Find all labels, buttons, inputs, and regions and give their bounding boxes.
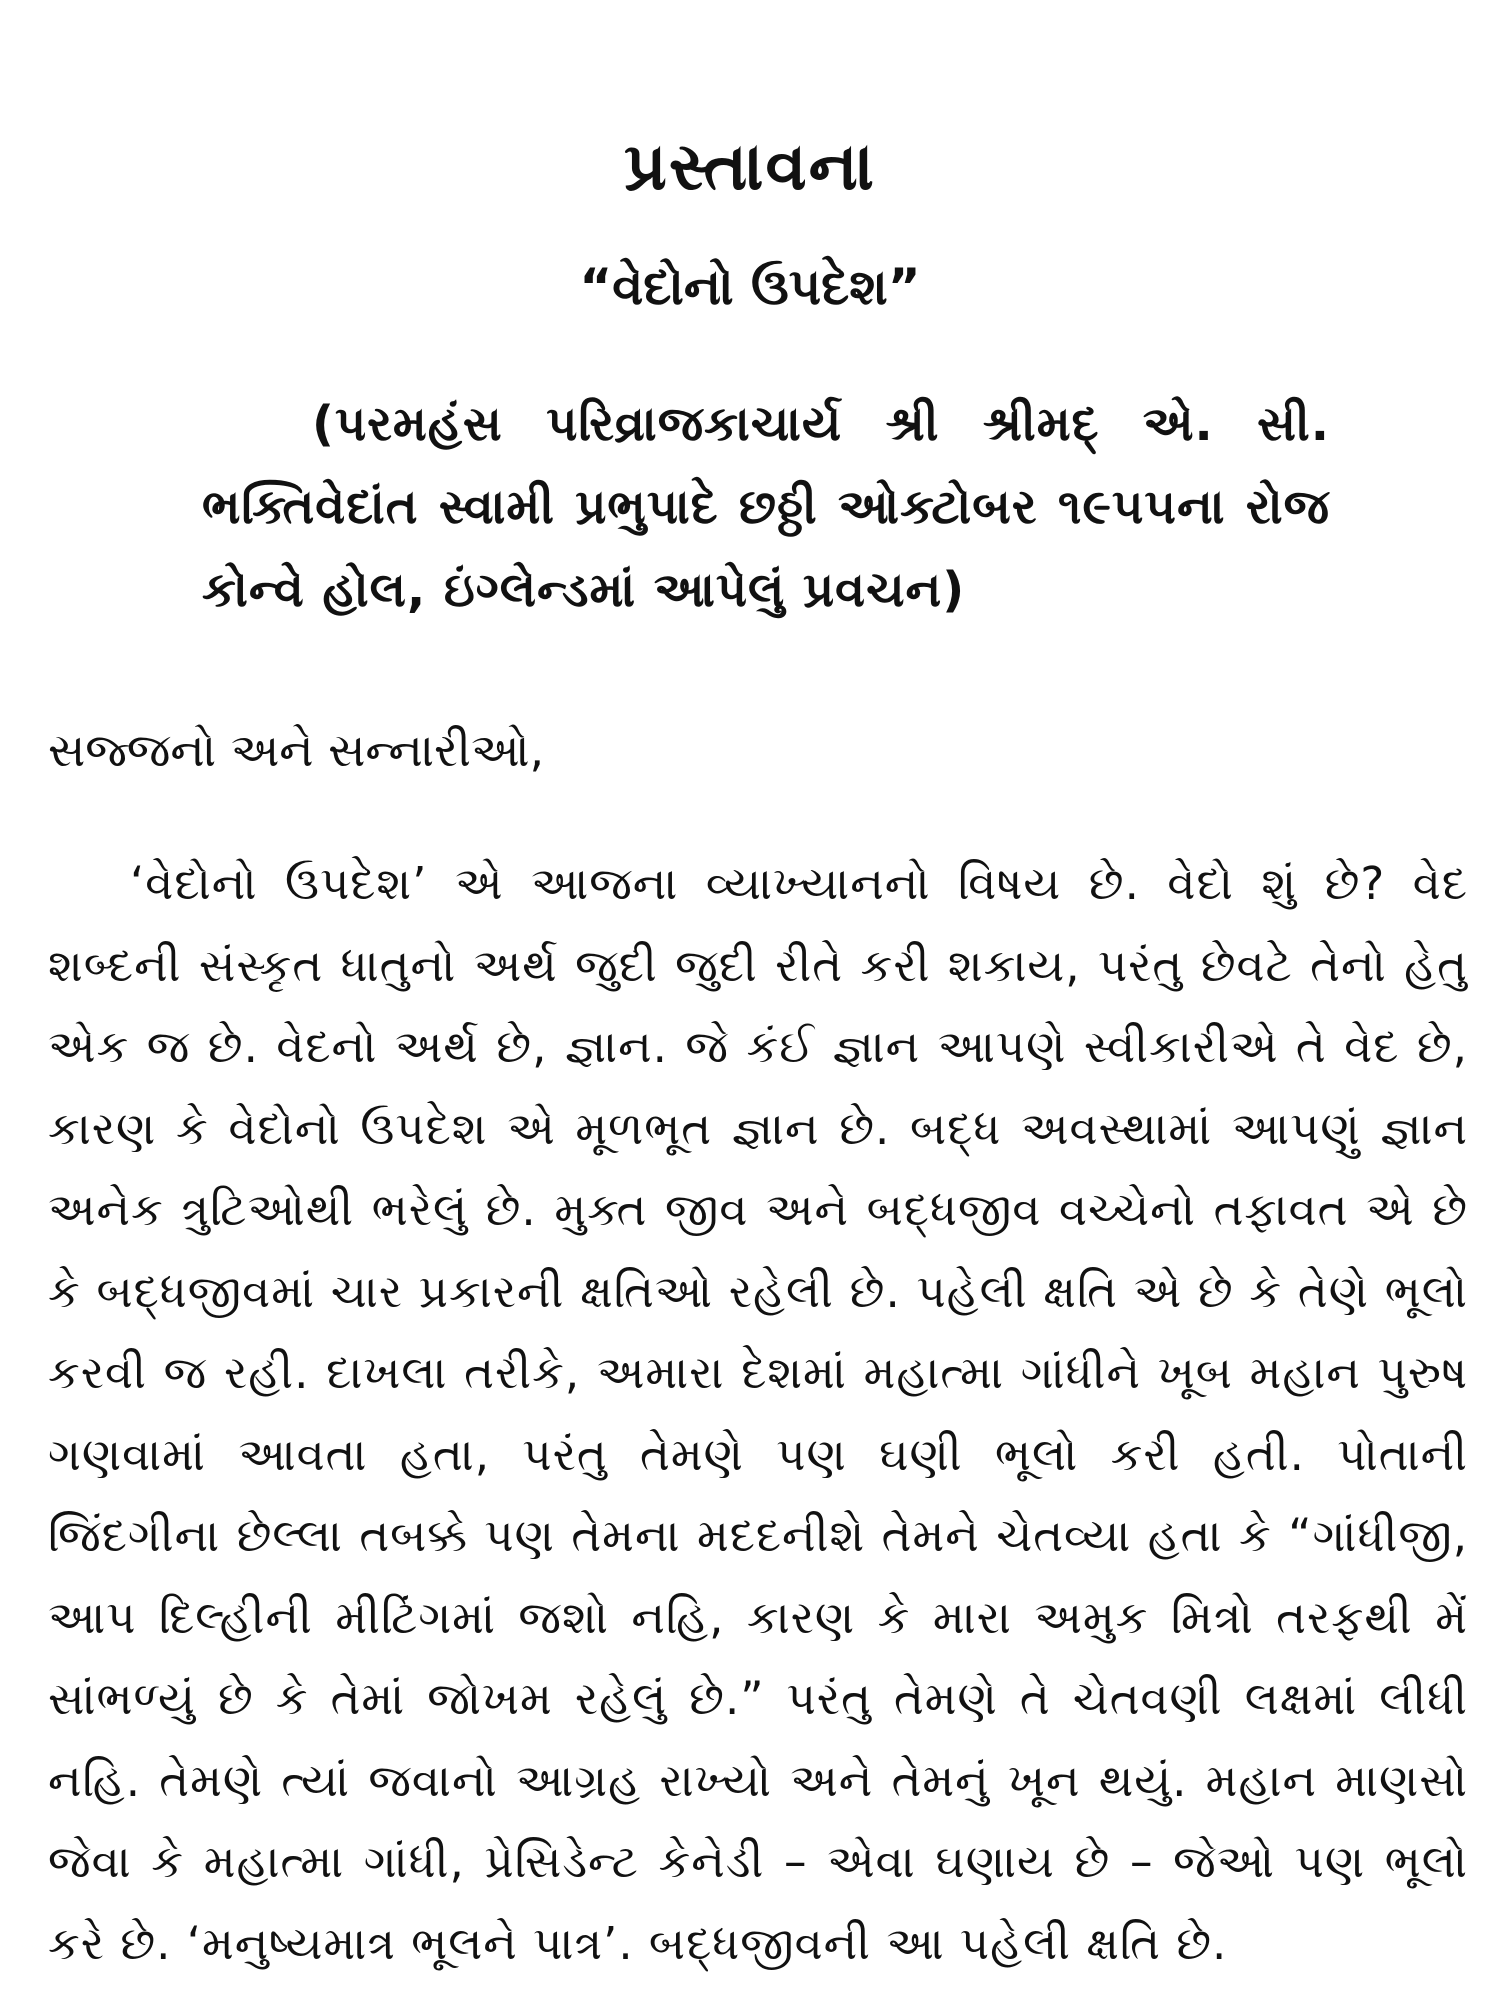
page-title: પ્રસ્તાવના	[624, 128, 876, 206]
lecture-title: “વેદોનો ઉપદેશ”	[579, 258, 921, 316]
body-paragraph: ‘વેદોનો ઉપદેશ’ એ આજના વ્યાખ્યાનનો વિષય છે. વેદો શું છે? વેદ શબ્દની સંસ્કૃત ધાતુનો અર્થ જુદી જુદી રીતે કરી શકાય, પરંતુ છેવટે તેનો હેતુ એક જ છે. વેદનો અર્થ છે, જ્ઞાન. જે કંઈ જ્ઞાન આપણે સ્વીકારીએ તે વેદ છે, કારણ કે વેદોનો ઉપદેશ એ મૂળભૂત જ્ઞાન છે. બદ્ધ અવસ્થામાં આપણું જ્ઞાન અનેક ત્રુટિઓથી ભરેલું છે. મુક્ત જીવ અને બદ્ધજીવ વચ્ચેનો તફાવત એ છે કે બદ્ધજીવમાં ચાર પ્રકારની ક્ષતિઓ રહેલી છે. પહેલી ક્ષતિ એ છે કે તેણે ભૂલો કરવી જ રહી. દાખલા તરીકે, અમારા દેશમાં મહાત્મા ગાંધીને ખૂબ મહાન પુરુષ ગણવામાં આવતા હતા, પરંતુ તેમણે પણ ઘણી ભૂલો કરી હતી. પોતાની જિંદગીના છેલ્લા તબક્કે પણ તેમના મદદનીશે તેમને ચેતવ્યા હતા કે “ગાંધીજી, આપ દિલ્હીની મીટિંગમાં જશો નહિ, કારણ કે મારા અમુક મિત્રો તરફથી મેં સાંભળ્યું છે કે તેમાં જોખમ રહેલું છે.” પરંતુ તેમણે તે ચેતવણી લક્ષમાં લીધી નહિ. તેમણે ત્યાં જવાનો આગ્રહ રાખ્યો અને તેમનું ખૂન થયું. મહાન માણસો જેવા કે મહાત્મા ગાંધી, પ્રેસિડેન્ટ કેનેડી – એવા ઘણાય છે – જેઓ પણ ભૂલો કરે છે. ‘મનુષ્યમાત્ર ભૂલને પાત્ર’. બદ્ધજીવની આ પહેલી ક્ષતિ છે.	[48, 857, 1468, 1970]
lecture-note: (પરમહંસ પરિવ્રાજકાચાર્ય શ્રી શ્રીમદ્ એ. સી. ભક્તિવેદાંત સ્વામી પ્રભુપાદે છઠ્ઠી ઓક્ટોબર ૧૯૫૫ના રોજ કોન્વે હોલ, ઇંગ્લેન્ડમાં આપેલું પ્રવચન)	[202, 396, 1330, 618]
salutation: સજ્જનો અને સન્નારીઓ,	[48, 723, 545, 777]
